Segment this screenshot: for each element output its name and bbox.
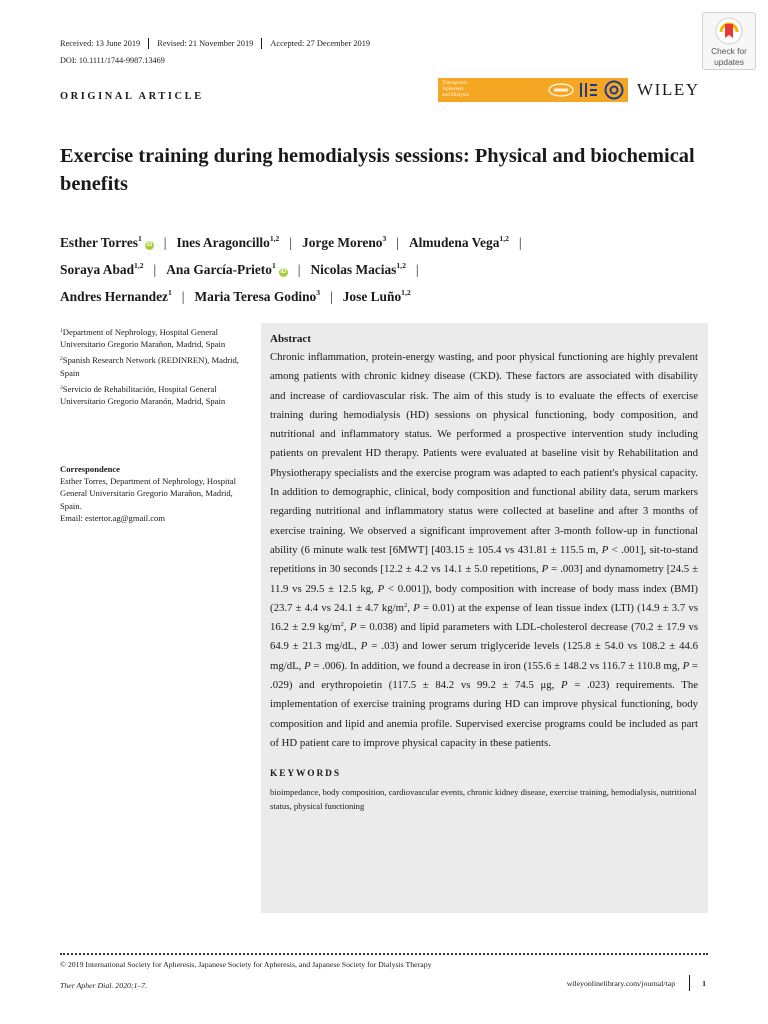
author-affiliation-ref: 1,2 (499, 234, 509, 243)
author-affiliation-ref: 1,2 (269, 234, 280, 243)
accepted-date: Accepted: 27 December 2019 (270, 39, 371, 48)
author-name[interactable]: Jorge Moreno (302, 235, 383, 250)
society-logos (548, 80, 624, 100)
page-number: 1 (702, 978, 706, 988)
journal-name: Therapeutic Apheresis and Dialysis (442, 80, 469, 98)
affiliation-item: $^1$Department of Nephrology, Hospital General Universitario Gregorio Marañon, Madrid, Spain (60, 327, 226, 350)
correspondence-heading: Correspondence (60, 464, 120, 474)
author-affiliation-ref: 1,2 (134, 261, 144, 270)
orcid-icon[interactable]: iD (280, 269, 287, 275)
orcid-icon[interactable]: iD (146, 242, 153, 248)
author-affiliation-ref: 3 (316, 288, 321, 297)
jsa-logo-icon (578, 81, 600, 99)
author-affiliation-ref: 1,2 (396, 261, 406, 270)
received-date: Received: 13 June 2019 (60, 39, 141, 48)
isfa-logo-icon (548, 83, 574, 97)
keywords-heading: KEYWORDS (270, 769, 341, 780)
affiliation-item: $^3$Servicio de Rehabilitación, Hospital General Universitario Gregorio Maranón, Madrid, Spain (60, 383, 226, 407)
author-affiliation-ref: 3 (382, 234, 387, 243)
author-affiliation-ref: 1 (271, 261, 276, 270)
journal-banner (438, 78, 628, 102)
footer-right (567, 975, 706, 991)
check-for-updates-button[interactable] (702, 12, 756, 70)
keywords-text: bioimpedance, body composition, cardiovascular events, chronic kidney disease, exercise training, hemodialysis, nutritional status, physical functioning (270, 787, 697, 812)
affiliations (60, 325, 252, 410)
correspondence-email[interactable]: Email: estertor.ag@gmail.com (60, 512, 166, 523)
abstract-text: Chronic inflammation, protein-energy wasting, and poor physical functioning are highly prevalent among patients with chronic kidney disease (CKD). These factors are associated with disability and increase of cardiovascular risk. The aim of this study is to evaluate the effects of exercise training during hemodialysis (HD) sessions on physical functioning, body composition, and nutritional and inflammatory status. We performed a prospective intervention study including patients on prevalent HD therapy. Patients were evaluated at baseline visit by Rehabilitation and Physiotherapy specialists and the exercise program was adapted to each patient's physical capacity. In addition to demographic, clinical, body composition and functional ability data, serum markers regarding nutritional and inflammatory status were collected at baseline and after 3 months of exercise training. We observed a significant improvement after 3-month follow-up in functional ability (6 minute walk test [6MWT] [403.15 ± 105.4 vs 431.81 ± 115.5 m, P < .001], sit-to-stand repetitions in 30 seconds [12.2 ± 4.2 vs 14.1 ± 5.0 repetitions, P = .003] and dynamometry [24.5 ± 11.9 vs 29.5 ± 12.5 kg, P < 0.001]), body composition with increase of body mass index (BMI) (23.7 ± 4.4 vs 24.1 ± 4.7 $kg/m^2$, P = 0.01) at the expense of lean tissue index (LTI) (14.9 ± 3.7 vs 16.2 ± 2.9 $kg/m^2$, P = 0.038) and lipid parameters with LDL-cholesterol decrease (70.2 ± 17.9 vs 64.9 ± 21.3 mg/dL, P = .03) and lower serum triglyceride levels (125.8 ± 54.0 vs 108.2 ± 44.6 mg/dL, P = .006). In addition, we found a decrease in iron (155.6 ± 148.2 vs 116.7 ± 110.8 mg, P = .029) and erythropoietin (117.5 ± 84.2 vs 99.2 ± 74.5 μg, P = .023) requirements. The implementation of exercise training programs during HD can improve physical functioning, body composition and lipid and anemia profile. Supervised exercise programs could be included as part of HD patient care to improve physical capacity in these patients. (270, 351, 699, 749)
history-divider (148, 38, 149, 49)
journal-url[interactable]: wileyonlinelibrary.com/journal/tap (566, 978, 676, 988)
publisher-logo: WILEY (637, 80, 700, 99)
correspondence-address: Esther Torres, Department of Nephrology, Hospital General Universitario Gregorio Marañon, Madrid, Spain. (60, 476, 237, 511)
doi[interactable]: DOI: 10.1111/1744-9987.13469 (60, 56, 165, 65)
footer-divider (60, 953, 708, 955)
author-name[interactable]: Nicolas Macias (310, 262, 397, 277)
author-affiliation-ref: 1 (138, 234, 142, 243)
jsdt-logo-icon (604, 80, 624, 100)
journal-citation: Ther Apher Dial. 2020;1–7. (60, 981, 148, 990)
copyright: © 2019 International Society for Apheresis, Japanese Society for Apheresis, and Japanese Society for Dialysis Therapy (60, 960, 432, 969)
author-name[interactable]: Maria Teresa Godino (194, 289, 317, 304)
author-name[interactable]: Almudena Vega (408, 235, 500, 250)
article-type: ORIGINAL ARTICLE (60, 91, 204, 102)
author-name[interactable]: Soraya Abad (60, 262, 135, 277)
abstract-heading: Abstract (270, 333, 311, 345)
check-updates-label-2: updates (714, 56, 744, 67)
author-name[interactable]: Ana García-Prieto (166, 262, 272, 277)
affiliation-item: $^2$Spanish Research Network (REDINREN), Madrid, Spain (60, 355, 239, 378)
bookmark-icon (715, 17, 743, 45)
footer-divider-vertical (689, 975, 690, 991)
author-name[interactable]: Esther Torres (60, 235, 138, 250)
check-updates-label-1: Check for (711, 46, 747, 56)
author-name[interactable]: Andres Hernandez (60, 289, 168, 304)
author-affiliation-ref: 1 (168, 288, 172, 297)
abstract-box (261, 323, 708, 913)
history-divider (261, 38, 262, 49)
author-list: Esther Torres$^1$iD | Ines Aragoncillo$^{1,2}$ | Jorge Moreno$^3$ | Almudena Vega$^{1,2}$ | Soraya Abad$^{1,2}$ | Ana García-Prieto$^1$iD | Nicolas Macias$^{1,2}$ | Andres Hernandez$^1$ | Maria Teresa Godino$^3$ | Jose Luño$^{1,2}$ (60, 234, 522, 304)
revised-date: Revised: 21 November 2019 (157, 39, 254, 48)
author-name[interactable]: Jose Luño (342, 289, 402, 304)
article-title: Exercise training during hemodialysis sessions: Physical and biochemical benefits (60, 145, 695, 195)
author-name[interactable]: Ines Aragoncillo (176, 235, 270, 250)
correspondence (60, 463, 252, 524)
article-history (60, 38, 370, 49)
author-affiliation-ref: 1,2 (401, 288, 411, 297)
